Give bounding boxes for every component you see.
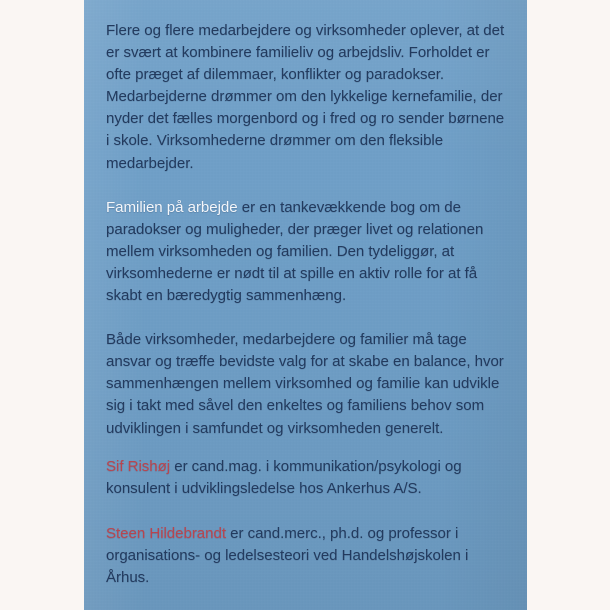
blurb-paragraph-2-body: er en tankevækkende bog om de paradokser og muligheder, der præger livet og relationen mellem virksomheden og familien. Den tydeliggør, at virksomhederne er nødt til at spille en aktiv rolle for at få skabt en bæredygtig sammenhæng. <box>106 198 484 305</box>
page-margin-right <box>527 0 610 610</box>
blurb-text-block <box>106 20 506 440</box>
author-name-2: Steen Hildebrandt <box>106 525 226 543</box>
cover-blue-panel <box>84 0 527 610</box>
blurb-paragraph-3: Både virksomheder, medarbejdere og familier må tage ansvar og træffe bevidste valg for at skabe en balance, hvor sammenhængen mellem virksomhed og familie kan udvikle sig i takt med såvel den enkeltes og familiens behov som udviklingen i samfundet og virksomheden generelt. <box>106 331 504 437</box>
book-title-inline: Familien på arbejde <box>106 198 238 216</box>
page-margin-left <box>0 0 84 610</box>
author-description-1: er cand.mag. i kommunikation/psykologi og konsulent i udviklingsledelse hos Ankerhus A/S. <box>106 458 462 498</box>
author-name-1: Sif Rishøj <box>106 458 171 475</box>
author-bio-2 <box>106 523 506 589</box>
author-bios-block <box>106 456 506 589</box>
blurb-paragraph-1: Flere og flere medarbejdere og virksomheder oplever, at det er svært at kombinere familieliv og arbejdsliv. Forholdet er ofte præget af dilemmaer, konflikter og paradokser. Medarbejderne drømmer om den lykkelige kernefamilie, der nyder det fælles morgenbord og i fred og ro sender børnene i skole. Virksomhederne drømmer om den fleksible medarbejder. <box>106 22 505 172</box>
author-description-2: er cand.merc., ph.d. og professor i organisations- og ledelsesteori ved Handelshøjskolen i Århus. <box>106 525 469 587</box>
author-bio-1 <box>106 456 506 500</box>
blurb-paragraph-2 <box>106 197 506 307</box>
